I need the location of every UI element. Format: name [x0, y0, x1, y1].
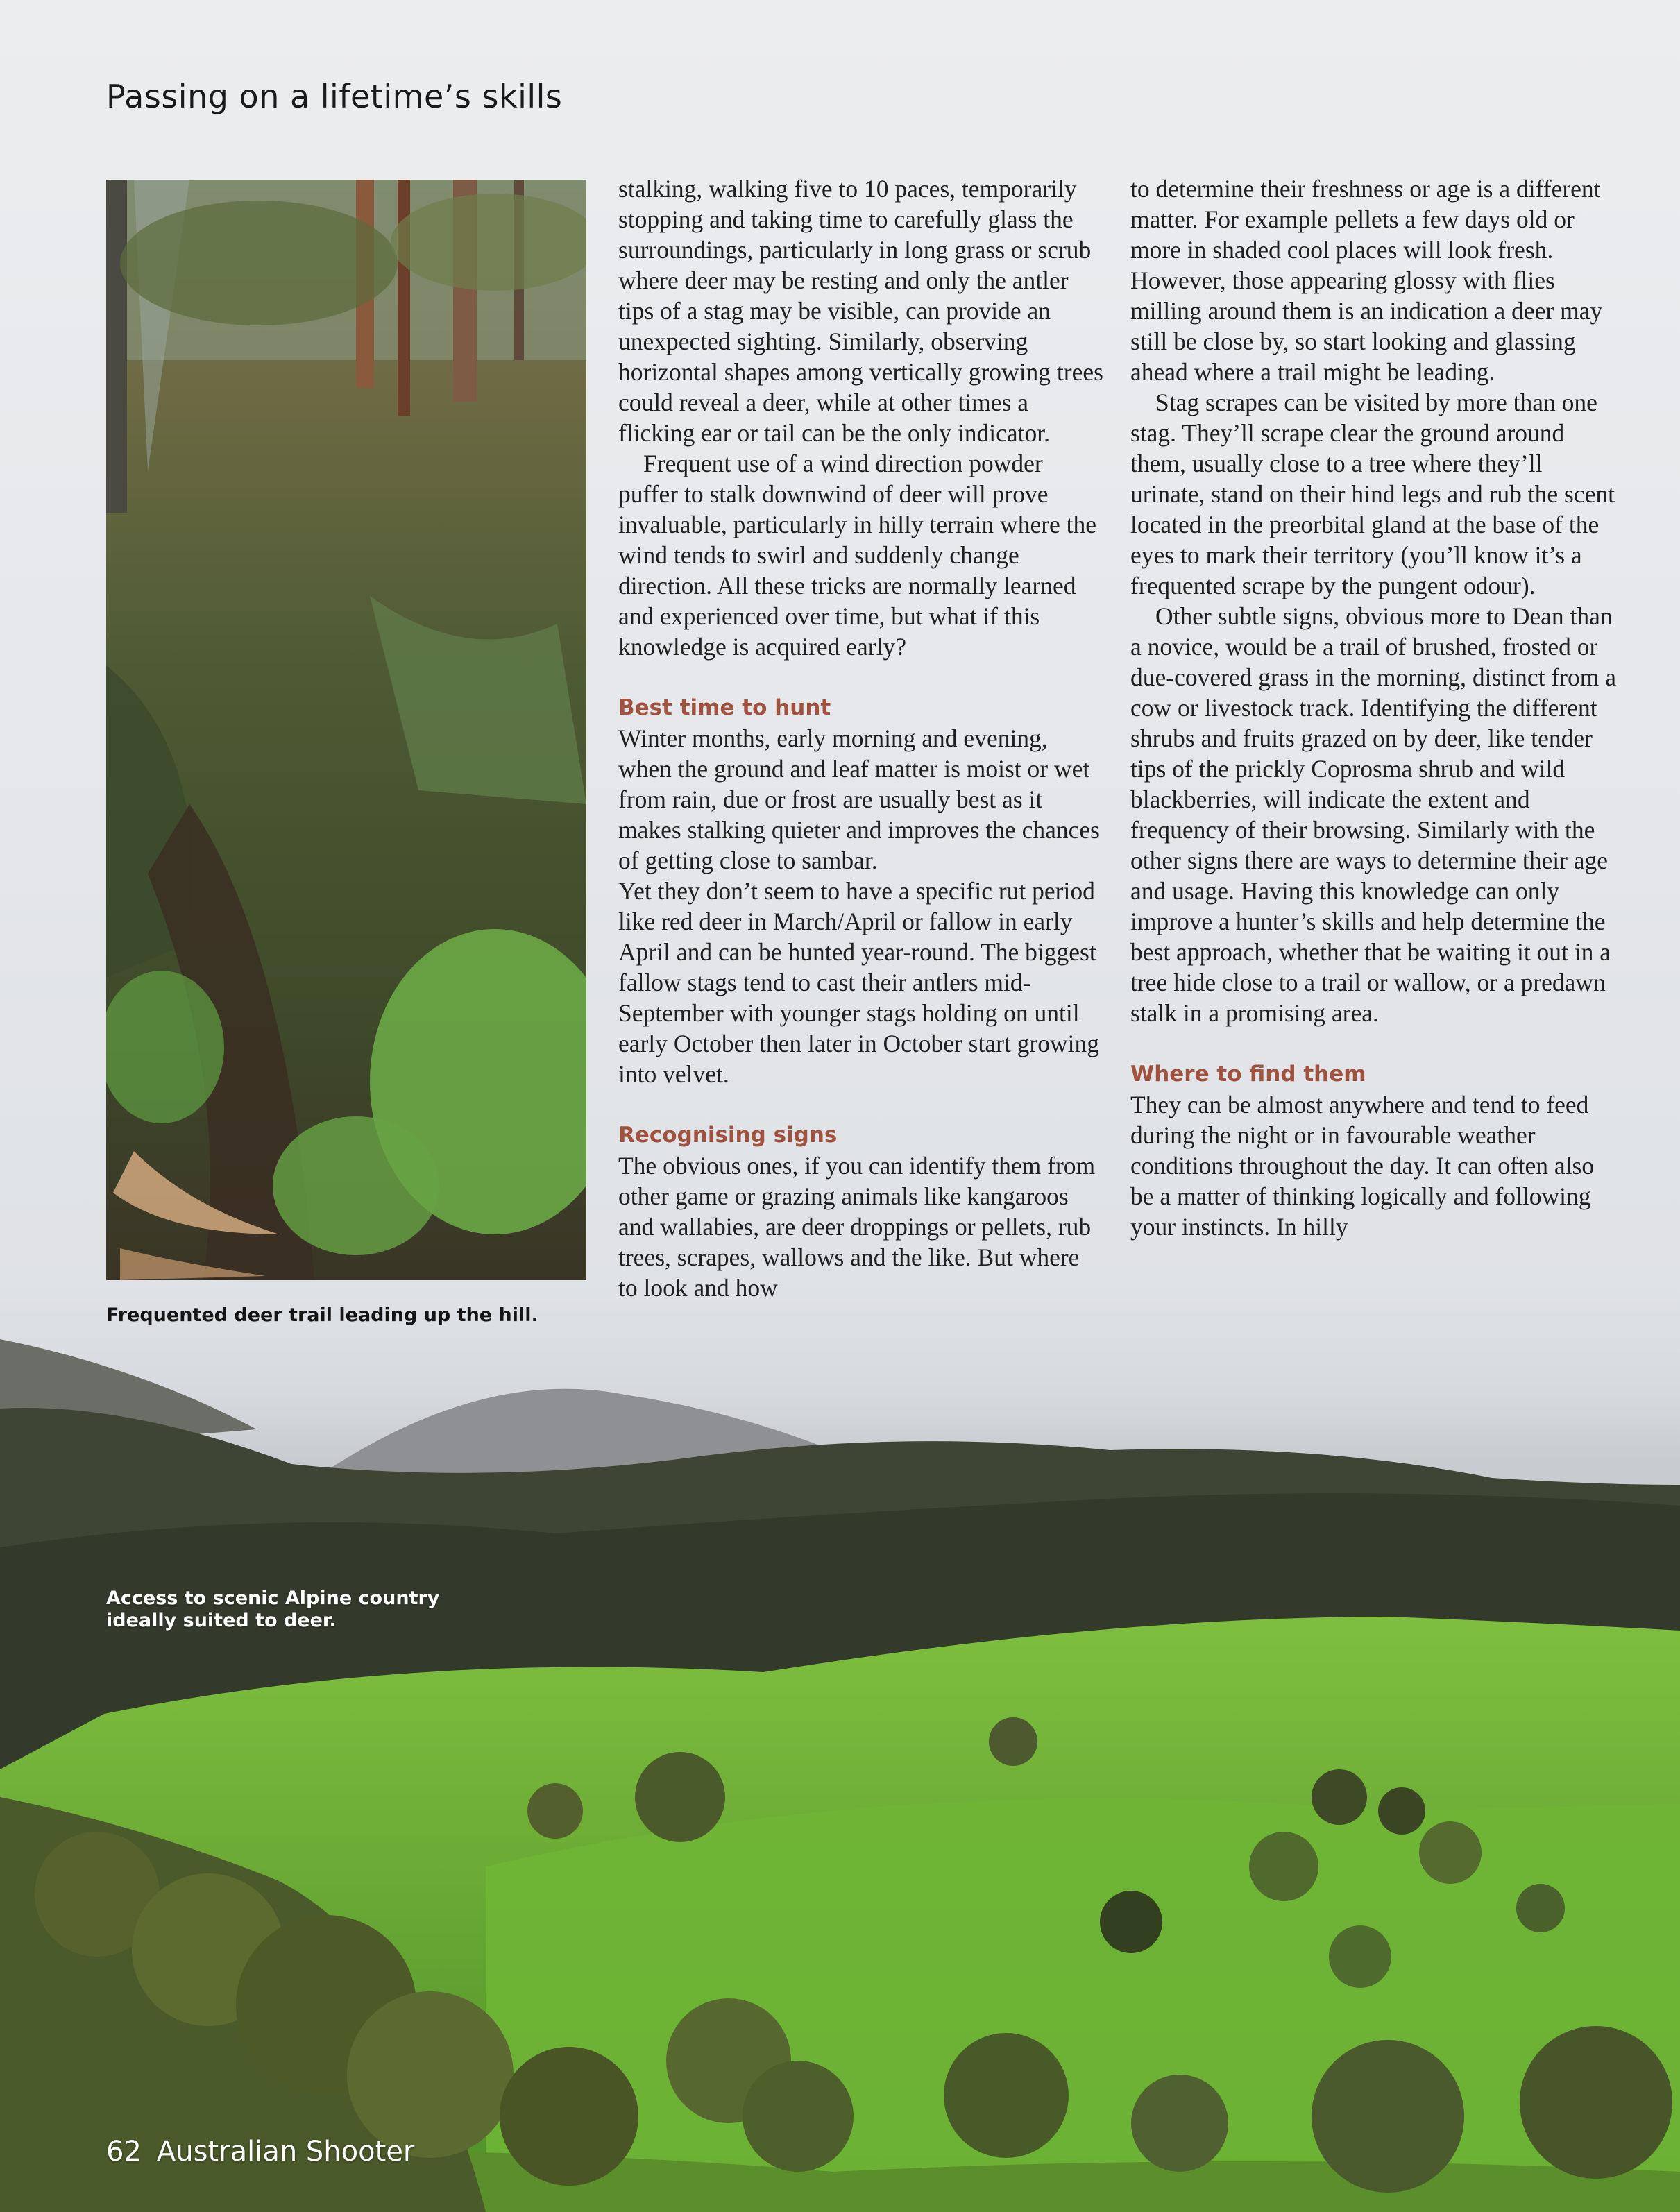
- page-number: 62: [106, 2136, 142, 2168]
- paragraph: Other subtle signs, obvious more to Dean than a novice, would be a trail of brushed, frosted or due-covered grass in the morning, distinct from a cow or livestock track. Identifying the different shrubs and fruits grazed on by deer, like tender tips of the prickly Coprosma shrub and wild blackberries, will indicate the extent and frequency of their browsing. Similarly with the other signs there are ways to determine their age and usage. Having this knowledge can only improve a hunter’s skills and help determine the best approach, whether that be waiting it out in a tree hide close to a trail or wallow, or a predawn stalk in a promising area.: [1130, 602, 1616, 1027]
- section-heading-best-time: Best time to hunt: [618, 695, 831, 720]
- paragraph: The obvious ones, if you can identify them from other game or grazing animals like kangaroos and wallabies, are deer droppings or pellets, rub trees, scrapes, wallows and the like. But where to look and how: [618, 1152, 1096, 1302]
- deer-trail-photo: [106, 180, 586, 1280]
- paragraph: Winter months, early morning and evening, when the ground and leaf matter is moist or wet from rain, due or frost are usually best as it makes stalking quieter and improves the chances of getting close to sambar.: [618, 724, 1101, 874]
- trail-photo-caption: Frequented deer trail leading up the hill.: [106, 1304, 538, 1326]
- section-heading-where-to-find: Where to find them: [1130, 1062, 1366, 1087]
- paragraph: Stag scrapes can be visited by more than one stag. They’ll scrape clear the ground around them, usually close to a tree where they’ll urinate, stand on their hind legs and rub the scent located in the preorbital gland at the base of the eyes to mark their territory (you’ll know it’s a frequented scrape by the pungent odour).: [1130, 389, 1615, 599]
- article-column-2: [1130, 173, 1616, 1242]
- caption-line: Access to scenic Alpine country: [106, 1588, 440, 1609]
- paragraph: stalking, walking five to 10 paces, temporarily stopping and taking time to carefully glass the surroundings, particularly in long grass or scrub where deer may be resting and only the antler tips of a stag may be visible, can provide an unexpected sighting. Similarly, observing horizontal shapes among vertically growing trees could reveal a deer, while at other times a flicking ear or tail can be the only indicator.: [618, 175, 1103, 447]
- article-column-1: [618, 173, 1104, 1303]
- paragraph: to determine their freshness or age is a different matter. For example pellets a few days old or more in shaded cool places will look fresh. However, those appearing glossy with flies milling around them is an indication a deer may still be close by, so start looking and glassing ahead where a trail might be leading.: [1130, 175, 1603, 386]
- page-title: Passing on a lifetime’s skills: [106, 78, 563, 115]
- landscape-photo-caption: [106, 1588, 495, 1632]
- paragraph: Frequent use of a wind direction powder puffer to stalk downwind of deer will prove invaluable, particularly in hilly terrain where the wind tends to swirl and suddenly change direction. All these tricks are normally learned and experienced over time, but what if this knowledge is acquired early?: [618, 450, 1097, 661]
- section-heading-recognising-signs: Recognising signs: [618, 1123, 838, 1148]
- caption-line: ideally suited to deer.: [106, 1610, 337, 1631]
- publication-name: Australian Shooter: [156, 2136, 415, 2168]
- paragraph: They can be almost anywhere and tend to feed during the night or in favourable weather conditions throughout the day. It can often also be a matter of thinking logically and following your instincts. In hilly: [1130, 1091, 1595, 1241]
- page-footer: [106, 2136, 414, 2168]
- paragraph: Yet they don’t seem to have a specific rut period like red deer in March/April or fallow in early April and can be hunted year-round. The biggest fallow stags tend to cast their antlers mid-September with younger stags holding on until early October then later in October start growing into velvet.: [618, 877, 1099, 1088]
- alpine-landscape-photo: [0, 1325, 1680, 2212]
